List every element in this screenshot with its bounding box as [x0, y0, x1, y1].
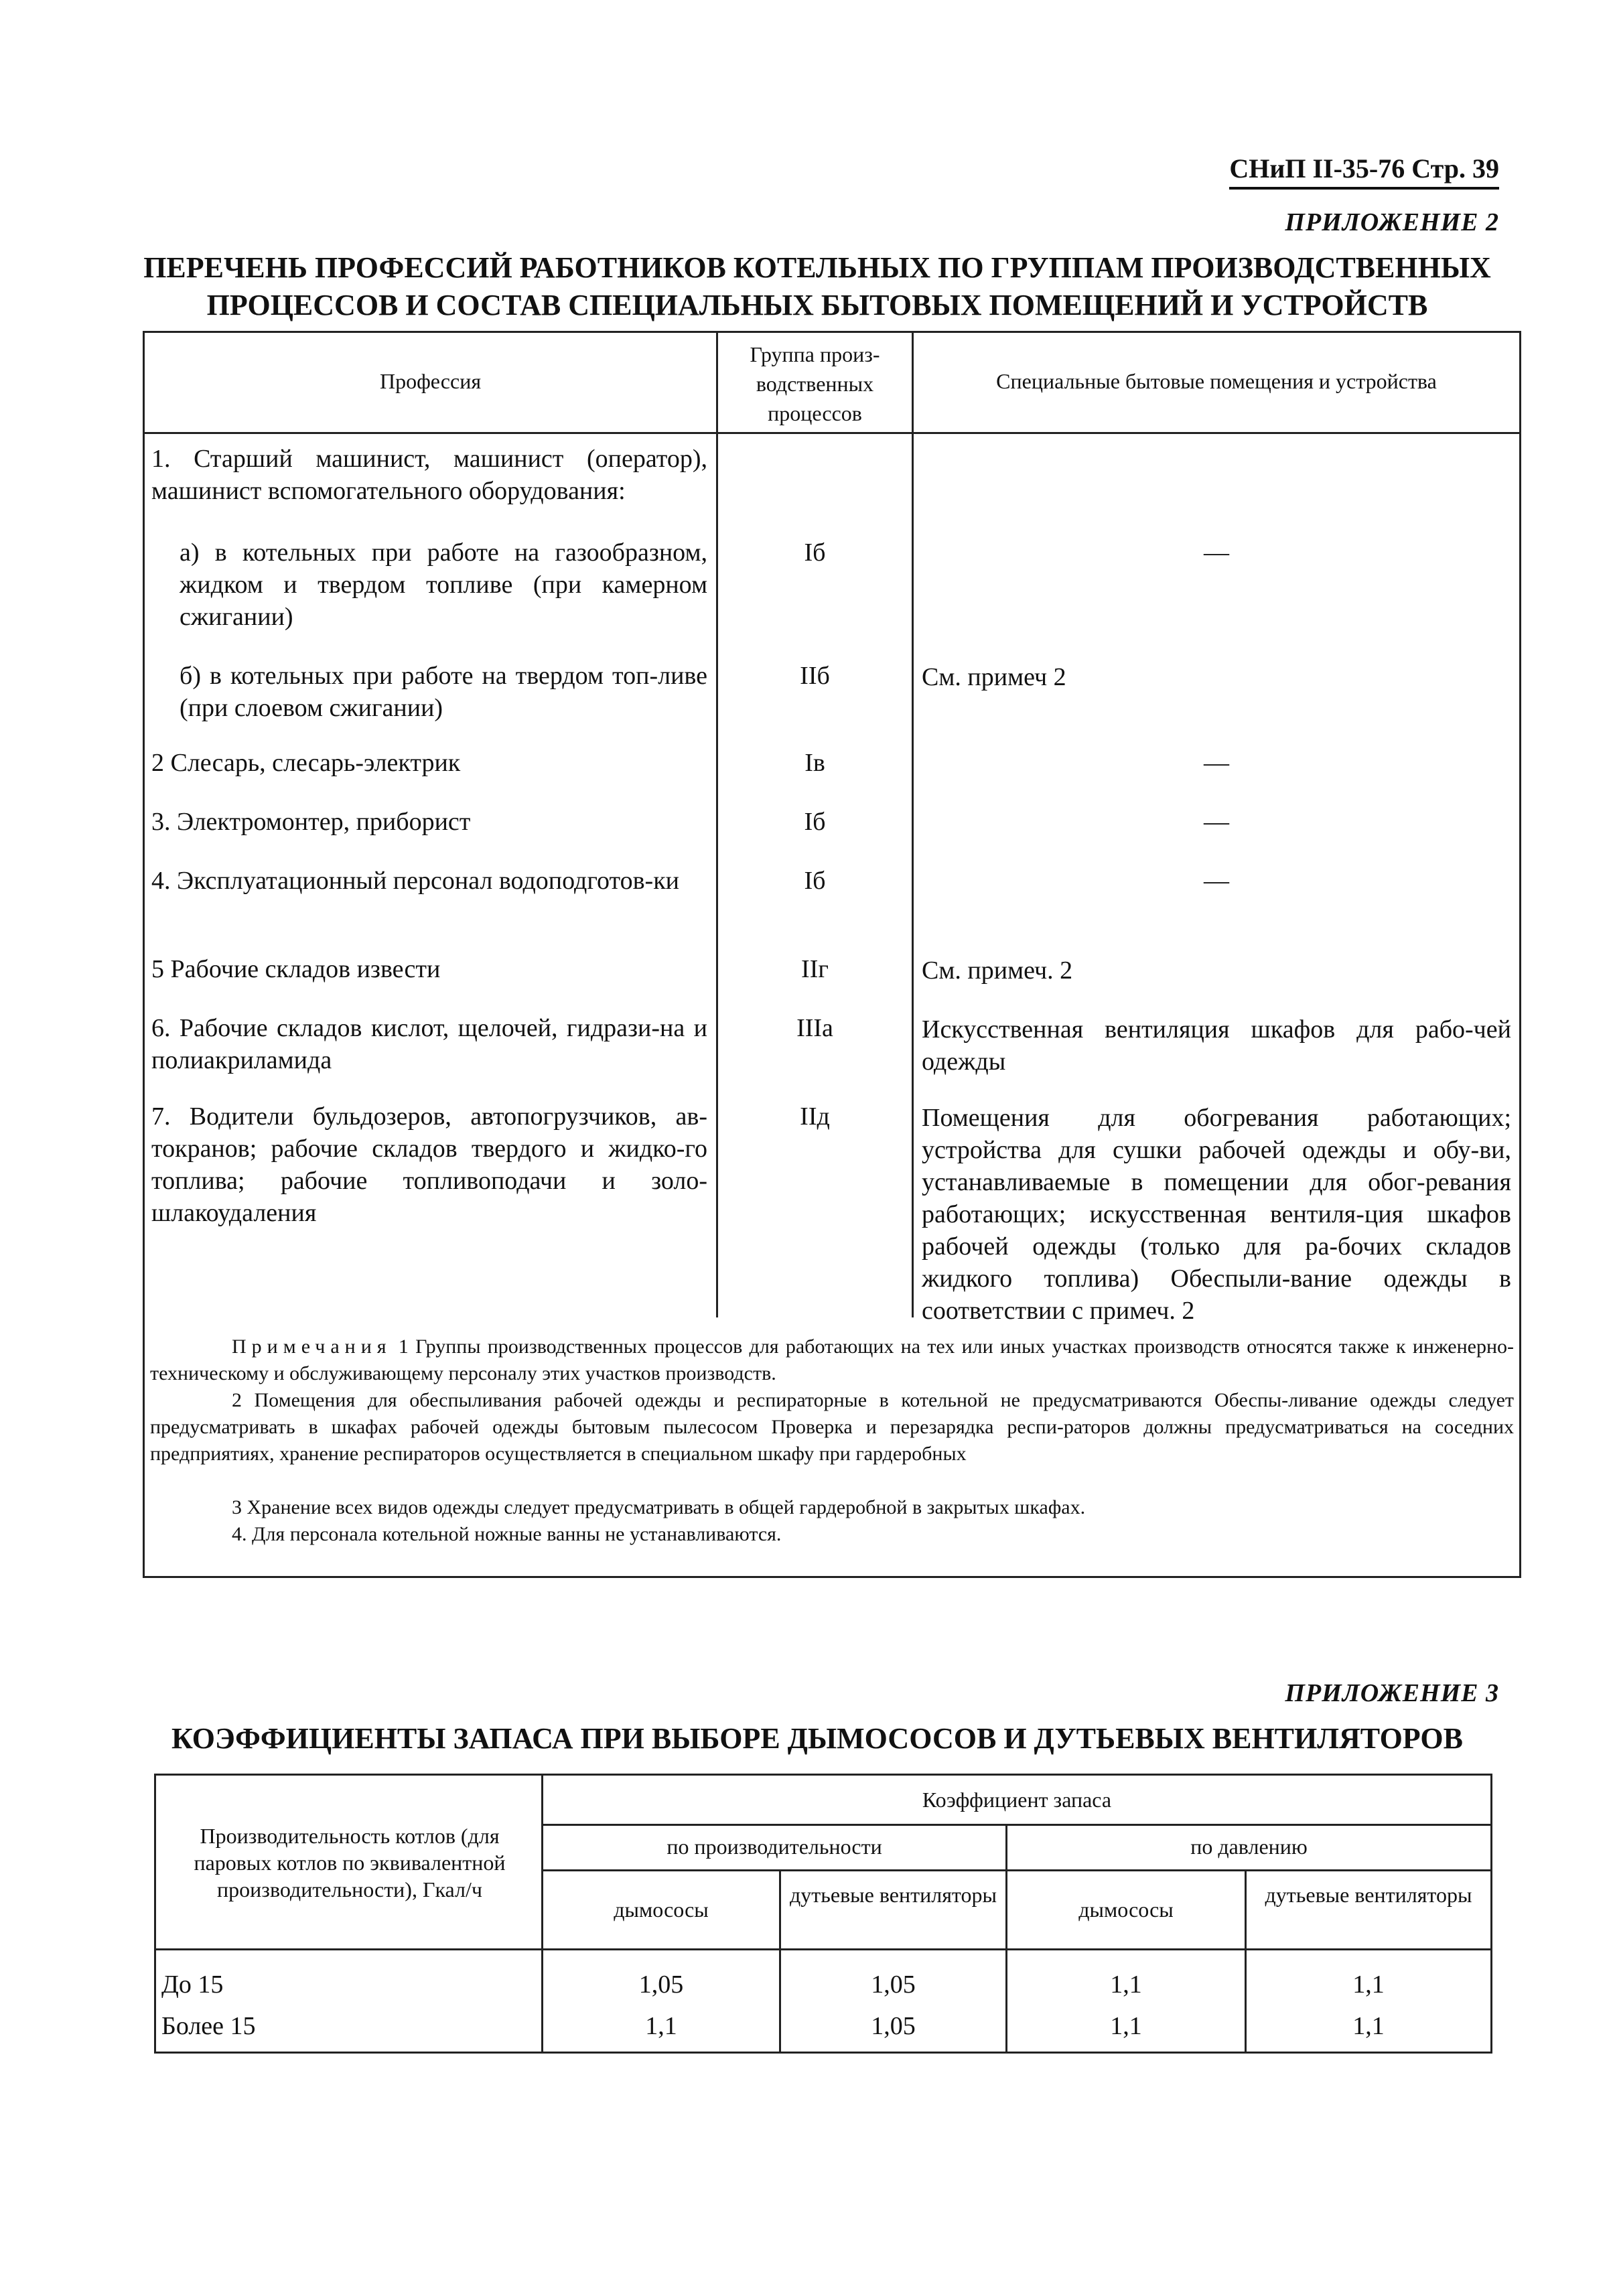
col-header-group [718, 340, 912, 428]
table-cell-value: 1,05 [871, 1970, 916, 1999]
table-row-group: IIг [801, 955, 829, 983]
table-row-capacity: До 15 [161, 1970, 224, 1999]
col-header-exhausters: дымососы [1078, 1897, 1174, 1922]
col-header-group-line: Группа произ- [750, 342, 880, 366]
col-header-coefficient: Коэффициент запаса [922, 1788, 1112, 1812]
table-row-group: IIд [800, 1102, 830, 1131]
appendix-2-title-line2: ПРОЦЕССОВ И СОСТАВ СПЕЦИАЛЬНЫХ БЫТОВЫХ ПОМЕЩЕНИЙ И УСТРОЙСТВ [206, 289, 1428, 321]
table-divider [145, 432, 1519, 434]
appendix-2-label: ПРИЛОЖЕНИЕ 2 [1285, 208, 1499, 236]
table-row-profession: 5 Рабочие складов извести [151, 955, 441, 983]
table-row-facilities: Искусственная вентиляция шкафов для рабо-чей одежды [922, 1015, 1511, 1076]
table-row-facilities: Помещения для обогревания работающих; устройства для сушки рабочей одежды и обу-ви, устанавливаемые в помещении для обог-ревания работающих; искусственная вентиля-ция шкафов рабочей одежды (только для ра-бочих складов жидкого топлива) Обеспыли-вание одежды в соответствии с примеч. 2 [922, 1104, 1511, 1325]
col-header-facilities: Специальные бытовые помещения и устройства [996, 369, 1437, 393]
table-row-facilities: — [1204, 749, 1229, 777]
table-row-capacity: Более 15 [161, 2012, 256, 2040]
table-cell-value: 1,1 [1110, 2012, 1142, 2040]
table-cell-value: 1,1 [1110, 1970, 1142, 1999]
table-row-profession: 2 Слесарь, слесарь-электрик [151, 749, 461, 777]
table-row-profession: 1. Старший машинист, машинист (оператор), машинист вспомогательного оборудования: [151, 445, 707, 505]
table-row-group: IIб [800, 662, 830, 690]
table-row-profession: 6. Рабочие складов кислот, щелочей, гидрази-на и полиакриламида [151, 1014, 707, 1074]
appendix-2-title-line1: ПЕРЕЧЕНЬ ПРОФЕССИЙ РАБОТНИКОВ КОТЕЛЬНЫХ ПО ГРУППАМ ПРОИЗВОДСТВЕННЫХ [143, 251, 1491, 284]
table-row-facilities: — [1204, 539, 1229, 567]
table-row-facilities: — [1204, 867, 1229, 895]
note-2: 2 Помещения для обеспыливания рабочей одежды и респираторные в котельной не предусматриваются Обеспы-ливание одежды следует предусматривать в шкафах рабочей одежды бытовым пылесосом Проверка и перезарядка респи-раторов должны предусматриваться на соседних предприятиях, хранение респираторов осуществляется в специальном шкафу при гардеробных [150, 1389, 1514, 1465]
professions-table [143, 331, 1521, 1578]
col-header-fans: дутьевые вентиляторы [790, 1883, 997, 1907]
table-row-profession: 3. Электромонтер, приборист [151, 808, 471, 836]
table-divider [156, 1948, 1490, 1950]
table-row-group: Iб [804, 808, 826, 836]
col-header-group-line: процессов [768, 401, 862, 425]
table-row-profession: а) в котельных при работе на газообразном, жидком и твердом топливе (при камерном сжигании) [180, 539, 707, 631]
note-3: 3 Хранение всех видов одежды следует предусматривать в общей гардеробной в закрытых шкафах. [232, 1496, 1086, 1518]
col-header-profession: Профессия [379, 369, 482, 393]
notes-heading: Примечания [232, 1336, 392, 1358]
col-header-group-line: водственных [756, 372, 874, 396]
table-cell-value: 1,1 [645, 2012, 677, 2040]
col-header-fans: дутьевые вентиляторы [1265, 1883, 1472, 1907]
col-header-by-pressure: по давлению [1190, 1835, 1308, 1859]
table-row-group: IIIа [796, 1014, 833, 1042]
table-row-profession: 4. Эксплуатационный персонал водоподготов-ки [151, 867, 679, 895]
table-cell-value: 1,05 [871, 2012, 916, 2040]
page-header: СНиП II-35-76 Стр. 39 [1229, 153, 1499, 190]
reserve-coefficients-table [154, 1774, 1492, 2054]
table-row-facilities: См. примеч. 2 [922, 956, 1073, 985]
col-header-by-capacity: по производительности [667, 1835, 882, 1859]
table-cell-value: 1,05 [638, 1970, 684, 1999]
note-1 [150, 1334, 1514, 1387]
table-row-profession: 7. Водители бульдозеров, автопогрузчиков, ав-токранов; рабочие складов твердого и жидко-го топлива; рабочие топливоподачи и золо-шлакоудаления [151, 1102, 707, 1227]
table-row-profession: б) в котельных при работе на твердом топ-ливе (при слоевом сжигании) [180, 662, 707, 722]
table-cell-value: 1,1 [1352, 1970, 1385, 1999]
table-row-group: Iв [804, 749, 825, 777]
table-divider [543, 1824, 1490, 1826]
note-1-text: 1 Группы производственных процессов для работающих на тех или иных участках производств относятся также к инженерно-техническому и обслуживающему персоналу этих участков производств. [150, 1336, 1515, 1384]
table-row-facilities: См. примеч 2 [922, 663, 1066, 691]
table-cell-value: 1,1 [1352, 2012, 1385, 2040]
appendix-3-label: ПРИЛОЖЕНИЕ 3 [1285, 1679, 1499, 1707]
note-4: 4. Для персонала котельной ножные ванны не устанавливаются. [232, 1523, 782, 1545]
table-row-group: Iб [804, 867, 826, 895]
appendix-3-title: КОЭФФИЦИЕНТЫ ЗАПАСА ПРИ ВЫБОРЕ ДЫМОСОСОВ И ДУТЬЕВЫХ ВЕНТИЛЯТОРОВ [171, 1722, 1463, 1755]
table-row-facilities: — [1204, 808, 1229, 836]
table-divider [543, 1869, 1490, 1871]
appendix-2-title [134, 249, 1500, 324]
col-header-capacity: Производительность котлов (для паровых котлов по эквивалентной производительности), Гкал/ч [194, 1824, 506, 1902]
col-header-exhausters: дымососы [614, 1897, 709, 1922]
table-row-group: Iб [804, 539, 826, 567]
